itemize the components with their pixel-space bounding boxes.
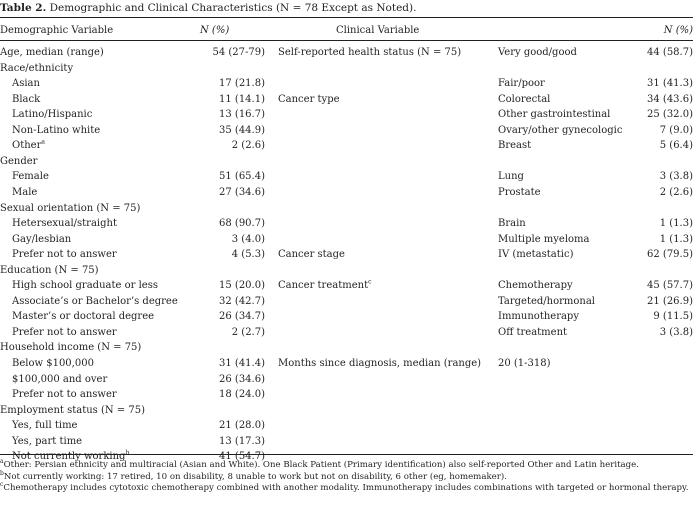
clinical-category-cell: Chemotherapy	[498, 280, 573, 292]
demographic-value-cell: 27 (34.6)	[219, 186, 265, 198]
demographic-variable-cell: Female	[12, 171, 49, 183]
demographic-variable-cell: Non-Latino white	[12, 124, 101, 136]
header-rule	[0, 40, 693, 41]
clinical-value-cell: 3 (3.8)	[659, 326, 693, 338]
bottom-rule	[0, 454, 693, 455]
demographic-value-cell: 13 (16.7)	[219, 109, 265, 121]
demographic-variable-cell: Race/ethnicity	[0, 62, 74, 74]
demographic-variable-cell: Hetersexual/straight	[12, 218, 117, 230]
clinical-category-cell: Colorectal	[498, 93, 551, 105]
clinical-variable-cell: Cancer stage	[278, 249, 345, 261]
table-row	[0, 232, 693, 247]
demographic-variable-cell: Gay/lesbian	[12, 233, 72, 245]
demographic-variable-cell: Associate’s or Bachelor’s degree	[12, 295, 178, 307]
demographic-variable-cell: Black	[12, 93, 41, 105]
header-n-percent-left: N (%)	[200, 25, 230, 36]
clinical-category-cell: Prostate	[498, 186, 541, 198]
demographic-value-cell: 31 (41.4)	[219, 358, 265, 369]
clinical-value-cell: 62 (79.5)	[647, 249, 693, 261]
table-row	[0, 138, 693, 153]
table-row	[0, 185, 693, 200]
clinical-category-cell: IV (metastatic)	[498, 249, 574, 261]
clinical-category-cell: Fair/poor	[498, 78, 545, 90]
demographic-variable-cell: Latino/Hispanic	[12, 109, 93, 121]
clinical-category-cell: Very good/good	[498, 47, 577, 58]
clinical-value-cell: 9 (11.5)	[653, 311, 693, 323]
demographic-value-cell: 2 (2.6)	[231, 140, 265, 152]
demographic-variable-cell: Age, median (range)	[0, 47, 104, 58]
demographic-variable-cell: $100,000 and over	[12, 373, 108, 385]
demographic-value-cell: 32 (42.7)	[219, 295, 265, 307]
clinical-variable-cell: Cancer type	[278, 93, 340, 105]
footnote: $^b$Not currently working: 17 retired, 10 on disability, 8 unable to work but not on disability, 6 other (eg, homemaker).	[0, 469, 507, 482]
clinical-variable-cell: Self-reported health status (N = 75)	[278, 47, 462, 58]
header-clinical-variable: Clinical Variable	[336, 25, 420, 36]
header-n-percent-right: N (%)	[663, 25, 693, 36]
demographic-variable-cell: Household income (N = 75)	[0, 342, 142, 354]
table-row	[0, 356, 693, 371]
clinical-value-cell: 5 (6.4)	[659, 140, 693, 152]
table-caption	[0, 1, 416, 15]
clinical-category-cell: 20 (1-318)	[498, 358, 551, 369]
demographic-value-cell: 41 (54.7)	[219, 451, 265, 463]
footnote: $^a$Other: Persian ethnicity and multiracial (Asian and White). One Black Patient (Primary identification) also self-reported Other and Latin heritage.	[0, 458, 639, 470]
table-row	[0, 107, 693, 122]
demographic-variable-cell: Below $100,000	[12, 358, 94, 369]
demographic-value-cell: 13 (17.3)	[219, 435, 265, 447]
clinical-value-cell: 3 (3.8)	[659, 171, 693, 183]
clinical-value-cell: 2 (2.6)	[659, 186, 693, 198]
demographic-value-cell: 15 (20.0)	[219, 280, 265, 292]
clinical-value-cell: 21 (26.9)	[647, 295, 693, 307]
demographic-value-cell: 26 (34.7)	[219, 311, 265, 323]
clinical-variable-cell: Cancer treatment$^c$	[278, 278, 372, 292]
table-row	[0, 340, 693, 355]
demographic-variable-cell: Other$^a$	[12, 138, 45, 152]
table-row	[0, 309, 693, 324]
footnote-mark: b	[0, 469, 4, 477]
demographic-value-cell: 17 (21.8)	[219, 78, 265, 90]
table-row	[0, 263, 693, 278]
clinical-category-cell: Brain	[498, 218, 526, 230]
clinical-category-cell: Breast	[498, 140, 532, 152]
table-row	[0, 418, 693, 433]
demographic-value-cell: 2 (2.7)	[231, 326, 265, 338]
table-row	[0, 154, 693, 169]
demographic-variable-cell: Male	[12, 186, 38, 198]
footnote-mark: a	[0, 458, 4, 466]
demographic-variable-cell: Education (N = 75)	[0, 264, 99, 276]
clinical-value-cell: 1 (1.3)	[659, 218, 693, 230]
footnote-marker: b	[125, 449, 130, 457]
demographic-variable-cell: Gender	[0, 155, 38, 167]
table-row	[0, 247, 693, 262]
demographic-value-cell: 35 (44.9)	[219, 124, 265, 136]
table-row	[0, 201, 693, 216]
clinical-category-cell: Lung	[498, 171, 524, 183]
demographic-value-cell: 21 (28.0)	[219, 420, 265, 432]
demographic-variable-cell: Not currently working$^b$	[12, 449, 130, 463]
table-row	[0, 216, 693, 231]
clinical-category-cell: Immunotherapy	[498, 311, 579, 323]
footnote-marker: a	[41, 138, 45, 146]
table-row	[0, 45, 693, 60]
table-title: Demographic and Clinical Characteristics (N = 78 Except as Noted).	[49, 2, 417, 14]
demographic-variable-cell: Prefer not to answer	[12, 249, 117, 261]
table-row	[0, 76, 693, 91]
clinical-value-cell: 34 (43.6)	[647, 93, 693, 105]
footnote-mark: c	[0, 481, 4, 489]
header-demographic-variable: Demographic Variable	[0, 25, 114, 36]
demographic-value-cell: 18 (24.0)	[219, 389, 265, 401]
demographic-value-cell: 51 (65.4)	[219, 171, 265, 183]
clinical-value-cell: 31 (41.3)	[647, 78, 693, 90]
table-row	[0, 325, 693, 340]
demographic-variable-cell: High school graduate or less	[12, 280, 158, 292]
table-row	[0, 403, 693, 418]
clinical-value-cell: 25 (32.0)	[647, 109, 693, 121]
clinical-value-cell: 44 (58.7)	[647, 47, 693, 58]
footnote-marker: c	[368, 278, 372, 286]
clinical-value-cell: 45 (57.7)	[647, 280, 693, 292]
clinical-category-cell: Ovary/other gynecologic	[498, 124, 623, 136]
table-row	[0, 92, 693, 107]
demographic-variable-cell: Sexual orientation (N = 75)	[0, 202, 141, 214]
demographic-value-cell: 11 (14.1)	[219, 93, 265, 105]
top-rule	[0, 17, 693, 18]
table-row	[0, 387, 693, 402]
clinical-variable-cell: Months since diagnosis, median (range)	[278, 358, 482, 369]
table-row	[0, 372, 693, 387]
table-label: Table 2.	[0, 2, 47, 14]
demographic-value-cell: 4 (5.3)	[231, 249, 265, 261]
clinical-category-cell: Off treatment	[498, 326, 568, 338]
demographic-value-cell: 68 (90.7)	[219, 218, 265, 230]
demographic-variable-cell: Yes, full time	[12, 420, 78, 432]
clinical-category-cell: Targeted/hormonal	[498, 295, 596, 307]
demographic-value-cell: 26 (34.6)	[219, 373, 265, 385]
demographic-variable-cell: Master’s or doctoral degree	[12, 311, 155, 323]
table-row	[0, 169, 693, 184]
demographic-variable-cell: Asian	[12, 78, 40, 90]
demographic-variable-cell: Yes, part time	[12, 435, 83, 447]
footnote: $^c$Chemotherapy includes cytotoxic chemotherapy combined with another modality. Immunotherapy includes combinations with targeted or hormonal therapy.	[0, 481, 689, 493]
clinical-category-cell: Multiple myeloma	[498, 233, 590, 245]
demographic-value-cell: 3 (4.0)	[231, 233, 265, 245]
clinical-value-cell: 1 (1.3)	[659, 233, 693, 245]
table-row	[0, 123, 693, 138]
demographic-variable-cell: Prefer not to answer	[12, 389, 117, 401]
clinical-category-cell: Other gastrointestinal	[498, 109, 611, 121]
demographic-variable-cell: Employment status (N = 75)	[0, 404, 145, 416]
clinical-value-cell: 7 (9.0)	[659, 124, 693, 136]
demographic-value-cell: 54 (27-79)	[212, 47, 265, 58]
table-row	[0, 278, 693, 293]
table-row	[0, 294, 693, 309]
table-row	[0, 61, 693, 76]
demographic-variable-cell: Prefer not to answer	[12, 326, 117, 338]
table-row	[0, 434, 693, 449]
